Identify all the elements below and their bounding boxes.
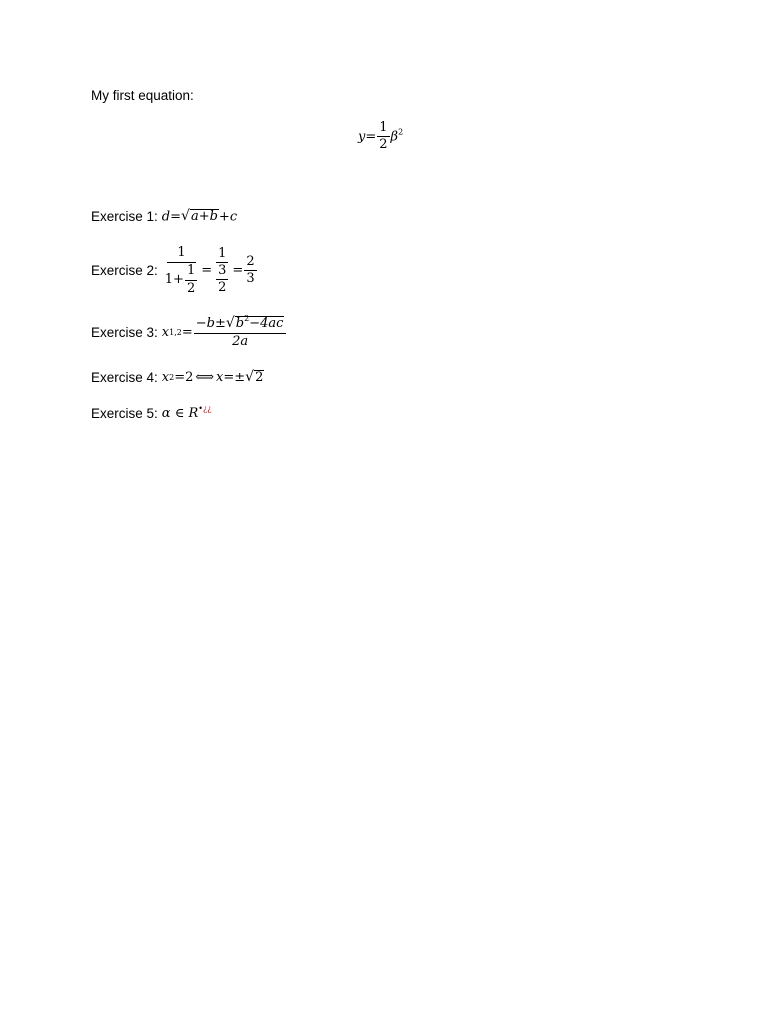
double-arrow-icon: ⟺ <box>195 370 215 386</box>
ex4-rhs-eq: =± <box>223 370 246 386</box>
ex4-rhs: x <box>216 370 224 386</box>
ex2-outer-den-lead: 1+ <box>164 271 184 287</box>
ex2-outer-denominator <box>163 263 200 296</box>
ex3-lhs: x <box>161 325 170 341</box>
eq-var-y: y <box>358 129 366 145</box>
ex5-set: R <box>188 406 199 421</box>
exercise-3-label: Exercise 3: <box>91 325 158 341</box>
sqrt-icon: √ <box>181 208 190 224</box>
exercise-5 <box>91 406 212 421</box>
exercise-2-label: Exercise 2: <box>91 263 158 279</box>
ex4-radicand: 2 <box>255 370 264 385</box>
ex2-result-fraction <box>244 255 256 287</box>
ex1-radicand: a+b <box>190 209 218 224</box>
ex2-mid-denominator <box>213 263 231 296</box>
ex1-tail-plus: + <box>218 209 230 225</box>
ex1-tail-var: c <box>229 209 238 225</box>
ex2-mid-inner-denominator: 2 <box>218 280 227 296</box>
ex1-lhs: d <box>161 209 171 225</box>
exercise-4 <box>91 370 264 386</box>
ex5-sup-red: ¿¿ <box>202 404 212 413</box>
ex2-inner-fraction <box>185 264 197 296</box>
ex2-mid-numerator: 1 <box>216 247 228 263</box>
exercise-5-equation <box>162 406 212 421</box>
ex3-denominator: 2a <box>232 333 249 349</box>
eq-fraction <box>377 121 389 153</box>
ex3-numerator <box>194 316 287 334</box>
ex3-radicand-var: b <box>235 316 245 331</box>
ex2-result-denominator: 3 <box>246 271 255 287</box>
element-of-icon: ∈ <box>174 406 185 421</box>
ex5-symbol-alpha: α <box>161 406 171 421</box>
ex1-sqrt <box>181 209 219 225</box>
exercise-5-label: Exercise 5: <box>91 406 158 421</box>
ex3-fraction <box>194 316 287 349</box>
ex2-inner-denominator: 2 <box>186 280 196 296</box>
ex2-outer-numerator: 1 <box>167 246 195 263</box>
ex3-radicand <box>235 316 285 332</box>
eq-exponent: 2 <box>398 127 404 137</box>
ex4-lhs: x <box>161 370 170 386</box>
ex2-result-numerator: 2 <box>244 255 256 271</box>
ex4-equals-two: =2 <box>174 370 194 386</box>
exercise-2-equation <box>162 246 258 296</box>
ex3-radicand-tail: −4ac <box>249 316 284 331</box>
exercise-3 <box>91 316 287 349</box>
ex5-sup-dot: • <box>198 404 203 413</box>
sqrt-icon: √ <box>245 369 255 385</box>
exercise-2 <box>91 246 258 296</box>
ex3-sqrt <box>226 316 285 332</box>
ex2-mid-fraction <box>213 247 231 296</box>
ex5-superscript <box>198 404 211 413</box>
eq-frac-denominator: 2 <box>379 137 388 153</box>
ex2-equals-2: = <box>232 263 244 279</box>
ex2-mid-inner-numerator: 3 <box>216 264 228 280</box>
eq-equals: = <box>365 129 377 145</box>
ex3-radicand-exp: 2 <box>244 314 250 323</box>
ex1-equals: = <box>170 209 182 225</box>
ex3-num-lead: −b± <box>195 315 226 331</box>
exercise-4-label: Exercise 4: <box>91 370 158 386</box>
exercise-3-equation: x 1,2 = −b± √ $b^2-4ac$ 2a <box>162 316 288 349</box>
exercise-4-equation: x 2 =2 ⟺ x =± √ 2 <box>161 369 264 386</box>
exercise-1 <box>91 209 237 225</box>
sqrt-icon: √ <box>225 315 235 331</box>
ex2-equals-1: = <box>201 263 213 279</box>
exercise-1-label: Exercise 1: <box>91 209 158 225</box>
ex2-mid-inner-fraction <box>216 264 228 296</box>
ex4-sqrt <box>245 370 264 386</box>
eq-symbol-beta: β <box>390 129 399 145</box>
ex2-inner-numerator: 1 <box>185 264 197 280</box>
intro-label: My first equation: <box>91 88 194 103</box>
eq-frac-numerator: 1 <box>377 121 389 137</box>
ex3-equals: = <box>181 325 193 341</box>
ex2-outer-fraction <box>163 246 200 296</box>
intro-equation <box>358 121 403 153</box>
exercise-1-equation <box>162 209 237 225</box>
